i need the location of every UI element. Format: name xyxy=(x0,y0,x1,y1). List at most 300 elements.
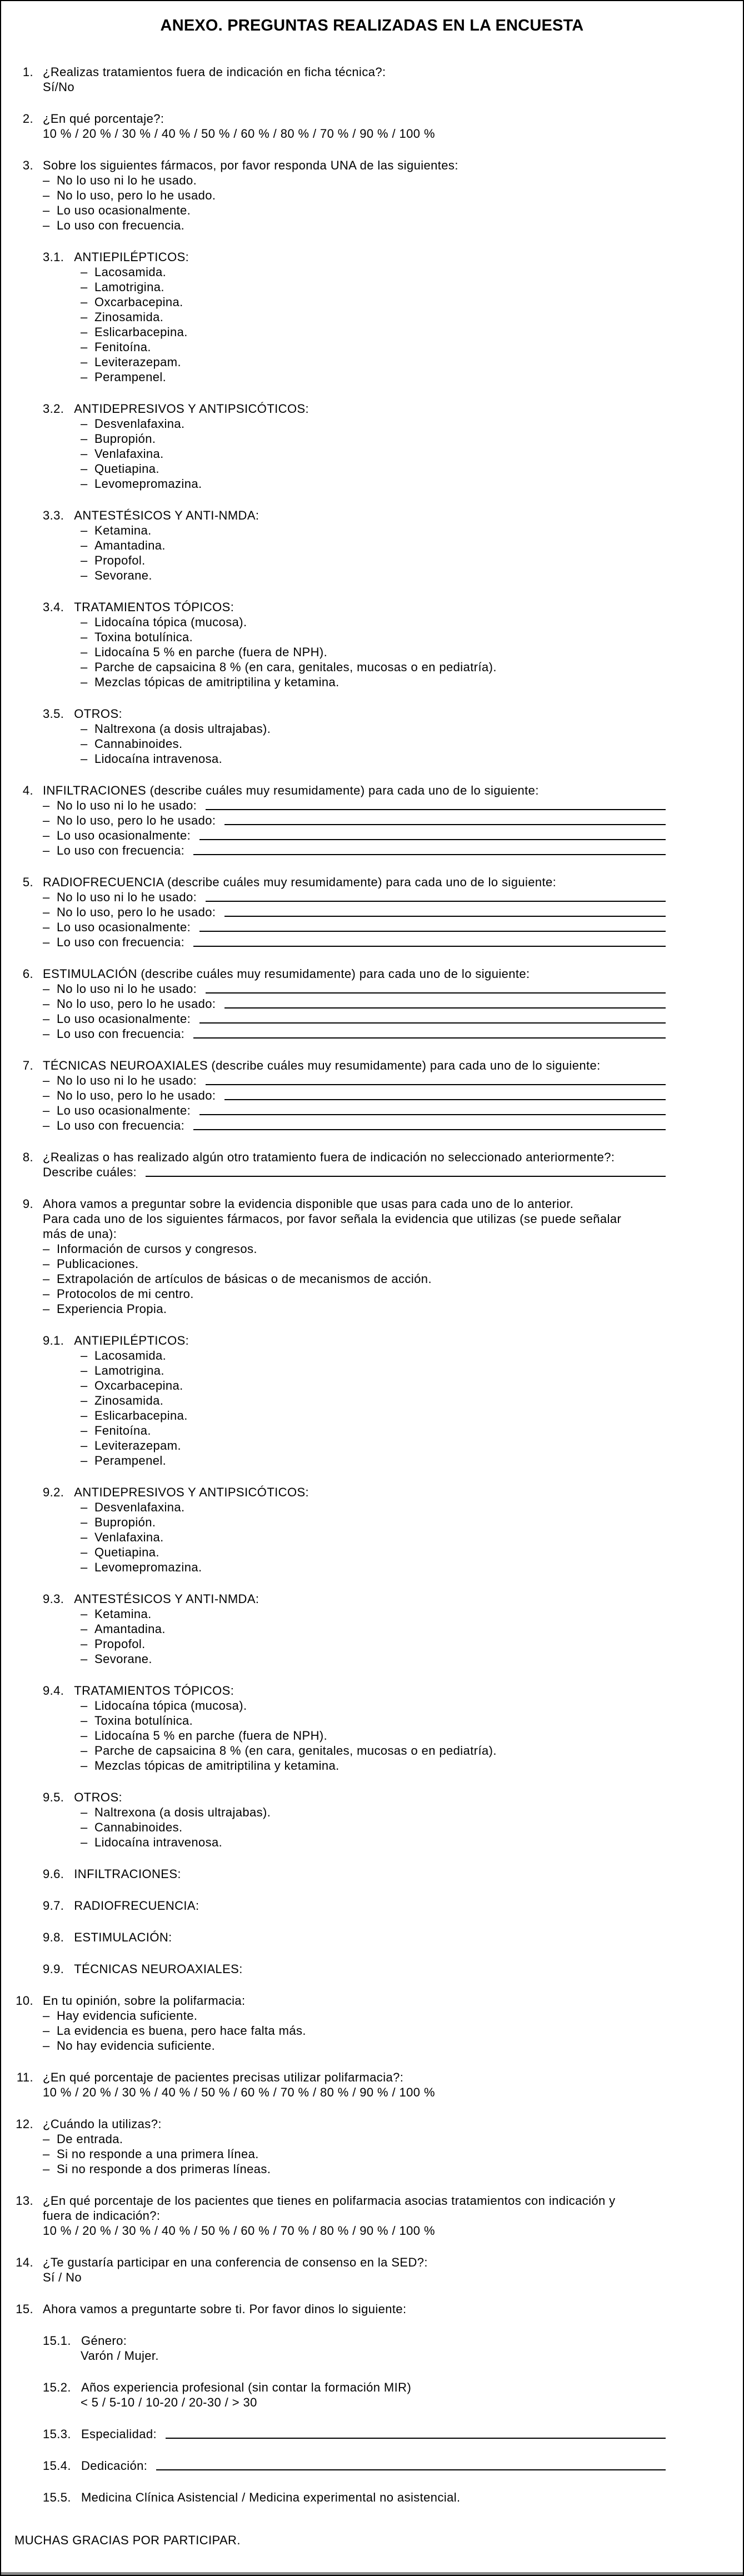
subsection-title: ESTIMULACIÓN: xyxy=(74,1930,172,1944)
blank-line xyxy=(224,824,666,825)
dash-icon: – xyxy=(81,675,88,689)
list-item-text: Zinosamida. xyxy=(94,310,164,324)
blank-line xyxy=(199,1114,666,1115)
page-title: ANEXO. PREGUNTAS REALIZADAS EN LA ENCUESTA xyxy=(160,17,584,34)
dash-icon: – xyxy=(43,997,50,1011)
subsection-3-2 xyxy=(1,401,721,491)
dash-icon: – xyxy=(43,1012,50,1026)
fill-in-label: Lo uso ocasionalmente: xyxy=(57,1104,191,1117)
subsection-9-8 xyxy=(1,1930,721,1945)
list-item xyxy=(81,1698,721,1713)
list-item-text: Naltrexona (a dosis ultrajabas). xyxy=(94,722,271,736)
blank-line xyxy=(206,992,666,994)
blank-line xyxy=(199,839,666,840)
dash-icon: – xyxy=(43,982,50,996)
subsection-number: 3.2. xyxy=(43,402,64,416)
list-item xyxy=(43,2131,721,2146)
list-item-text: Lamotrigina. xyxy=(94,1364,164,1377)
subsection-15-3 xyxy=(1,2427,721,2442)
question-5 xyxy=(1,875,721,950)
blank-line xyxy=(224,1007,666,1009)
question-text: ¿Realizas o has realizado algún otro tratamiento fuera de indicación no seleccionado anteriormente?: xyxy=(43,1150,615,1164)
fill-in-label: No lo uso ni lo he usado: xyxy=(57,982,197,996)
dash-icon: – xyxy=(43,1104,50,1117)
fill-in-label: Lo uso ocasionalmente: xyxy=(57,920,191,934)
dash-icon: – xyxy=(81,1500,88,1514)
list-item xyxy=(81,660,721,675)
question-line xyxy=(1,966,721,981)
list-item xyxy=(81,1363,721,1378)
dash-icon: – xyxy=(81,1545,88,1559)
question-number: 7. xyxy=(22,1059,33,1072)
subsection-9-2 xyxy=(1,1485,721,1575)
subsection-9-9 xyxy=(1,1961,721,1976)
question-text: ESTIMULACIÓN (describe cuáles muy resumidamente) para cada uno de lo siguiente: xyxy=(43,967,530,981)
subsection-heading xyxy=(43,1333,721,1348)
list-item-text: De entrada. xyxy=(57,2132,123,2146)
list-item-text: Lidocaína 5 % en parche (fuera de NPH). xyxy=(94,1729,328,1743)
dash-icon: – xyxy=(81,1394,88,1407)
list-item xyxy=(81,1636,721,1651)
answer-options xyxy=(81,2395,721,2410)
subsection-number: 15.1. xyxy=(43,2334,71,2348)
subsection-9-4 xyxy=(1,1683,721,1773)
dash-icon: – xyxy=(43,935,50,949)
list-item xyxy=(81,431,721,446)
fill-in-label: Lo uso con frecuencia: xyxy=(57,1027,185,1041)
list-item xyxy=(43,2038,721,2053)
question-text: ¿Te gustaría participar en una conferencia de consenso en la SED?: xyxy=(43,2255,428,2269)
question-line xyxy=(1,783,721,798)
dash-icon: – xyxy=(43,173,50,187)
subsection-number: 9.1. xyxy=(43,1334,64,1347)
list-item-text: Eslicarbacepina. xyxy=(94,1409,188,1422)
dash-icon: – xyxy=(81,295,88,309)
fill-in-label: No lo uso ni lo he usado: xyxy=(57,798,197,812)
list-item-text: Amantadina. xyxy=(94,538,166,552)
fill-in-row xyxy=(43,1165,721,1180)
question-text: ¿Realizas tratamientos fuera de indicación en ficha técnica?: xyxy=(43,65,386,79)
list-item-text: Lidocaína tópica (mucosa). xyxy=(94,615,247,629)
subsection-number: 3.5. xyxy=(43,707,64,721)
list-item xyxy=(81,1393,721,1408)
dash-icon: – xyxy=(81,1409,88,1422)
dash-icon: – xyxy=(81,1439,88,1452)
subsection-title: Medicina Clínica Asistencial / Medicina experimental no asistencial. xyxy=(81,2490,461,2504)
subsection-heading xyxy=(43,508,721,523)
question-line xyxy=(1,111,721,126)
fill-in-label: Lo uso ocasionalmente: xyxy=(57,828,191,842)
list-item-text: Toxina botulínica. xyxy=(94,1714,193,1728)
fill-in-label: No lo uso, pero lo he usado: xyxy=(57,997,216,1011)
question-number: 10. xyxy=(16,1994,33,2008)
question-text: Sobre los siguientes fármacos, por favor responda UNA de las siguientes: xyxy=(43,158,458,172)
dash-icon: – xyxy=(43,218,50,232)
dash-icon: – xyxy=(81,538,88,552)
subsection-number: 9.3. xyxy=(43,1592,64,1606)
subsection-heading xyxy=(43,249,721,264)
question-13 xyxy=(1,2193,721,2238)
list-item-text: Ketamina. xyxy=(94,523,152,537)
list-item xyxy=(81,1453,721,1468)
list-item xyxy=(43,188,721,203)
list-item xyxy=(81,630,721,645)
subsection-9-7 xyxy=(1,1898,721,1913)
question-1 xyxy=(1,64,721,94)
list-item xyxy=(81,1545,721,1560)
question-number: 12. xyxy=(16,2117,33,2131)
dash-icon: – xyxy=(81,1364,88,1377)
list-item xyxy=(81,1805,721,1820)
blank-line xyxy=(224,1099,666,1100)
list-item xyxy=(43,2023,721,2038)
question-11 xyxy=(1,2070,721,2100)
question-text-line: ¿En qué porcentaje de los pacientes que tienes en polifarmacia asocias tratamientos con indicación y xyxy=(43,2194,616,2208)
fill-in-label: Lo uso con frecuencia: xyxy=(57,935,185,949)
dash-icon: – xyxy=(43,905,50,919)
blank-line xyxy=(146,1176,666,1177)
list-item xyxy=(43,1256,721,1271)
dash-icon: – xyxy=(81,1699,88,1713)
list-item xyxy=(81,1530,721,1545)
question-number: 3. xyxy=(22,158,33,172)
list-item xyxy=(43,1301,721,1316)
list-item xyxy=(81,1835,721,1850)
dash-icon: – xyxy=(43,2039,50,2053)
question-line xyxy=(1,1150,721,1165)
dash-icon: – xyxy=(43,798,50,812)
list-item xyxy=(81,1500,721,1515)
list-item xyxy=(81,675,721,690)
fill-in-label: No lo uso ni lo he usado: xyxy=(57,890,197,904)
fill-in-label: Lo uso con frecuencia: xyxy=(57,1119,185,1132)
dash-icon: – xyxy=(81,553,88,567)
subsection-title: ANTESTÉSICOS Y ANTI-NMDA: xyxy=(74,508,259,522)
list-item-text: Zinosamida. xyxy=(94,1394,164,1407)
dash-icon: – xyxy=(43,2009,50,2023)
dash-icon: – xyxy=(81,1637,88,1651)
dash-icon: – xyxy=(81,355,88,369)
subsection-title: TRATAMIENTOS TÓPICOS: xyxy=(74,600,234,614)
blank-line xyxy=(199,931,666,932)
fill-in-label: Lo uso con frecuencia: xyxy=(57,843,185,857)
list-item xyxy=(43,2008,721,2023)
dash-icon: – xyxy=(81,1515,88,1529)
question-6 xyxy=(1,966,721,1041)
dash-icon: – xyxy=(43,2162,50,2176)
answer-options: Sí / No xyxy=(43,2270,82,2284)
dash-icon: – xyxy=(43,1257,50,1271)
question-line xyxy=(1,2116,721,2131)
list-item xyxy=(81,736,721,751)
list-item xyxy=(81,370,721,385)
subsection-9-3 xyxy=(1,1591,721,1666)
list-item-text: Perampenel. xyxy=(94,1454,167,1467)
subsection-heading xyxy=(43,1866,721,1881)
list-item xyxy=(81,325,721,340)
list-item xyxy=(81,1348,721,1363)
list-item-text: Protocolos de mi centro. xyxy=(57,1287,194,1301)
list-item xyxy=(43,1286,721,1301)
list-item xyxy=(81,523,721,538)
list-item-text: Cannabinoides. xyxy=(94,1820,183,1834)
list-item xyxy=(81,264,721,279)
dash-icon: – xyxy=(81,660,88,674)
dash-icon: – xyxy=(81,1349,88,1362)
question-line xyxy=(1,1993,721,2008)
list-item-text: Parche de capsaicina 8 % (en cara, genitales, mucosas o en pediatría). xyxy=(94,660,497,674)
list-item-text: No hay evidencia suficiente. xyxy=(57,2039,216,2053)
question-line xyxy=(1,158,721,173)
question-number: 5. xyxy=(22,875,33,889)
dash-icon: – xyxy=(81,1652,88,1666)
list-item-text: Propofol. xyxy=(94,1637,146,1651)
list-item-text: Lidocaína 5 % en parche (fuera de NPH). xyxy=(94,645,328,659)
dash-icon: – xyxy=(81,370,88,384)
list-item xyxy=(43,203,721,218)
subsection-number: 9.8. xyxy=(43,1930,64,1944)
dash-icon: – xyxy=(81,1820,88,1834)
list-item xyxy=(81,416,721,431)
dash-icon: – xyxy=(81,1622,88,1636)
list-item-text: Hay evidencia suficiente. xyxy=(57,2009,198,2023)
subsection-number: 9.6. xyxy=(43,1867,64,1881)
subsection-heading xyxy=(43,600,721,615)
fill-in-row xyxy=(43,1103,721,1118)
answer-options xyxy=(81,2348,721,2363)
dash-icon: – xyxy=(81,325,88,339)
list-item-text: Perampenel. xyxy=(94,370,167,384)
list-item xyxy=(81,538,721,553)
question-line xyxy=(1,2193,721,2223)
list-item xyxy=(43,2146,721,2161)
dash-icon: – xyxy=(81,462,88,476)
list-item-text: Lacosamida. xyxy=(94,1349,167,1362)
blank-line xyxy=(193,1037,666,1039)
subsection-3-1 xyxy=(1,249,721,385)
subsection-title: RADIOFRECUENCIA: xyxy=(74,1899,199,1913)
list-item xyxy=(81,279,721,294)
blank-line xyxy=(206,1084,666,1085)
dash-icon: – xyxy=(81,1560,88,1574)
fill-in-row xyxy=(43,2427,721,2442)
list-item xyxy=(43,173,721,188)
list-item xyxy=(81,309,721,325)
list-item xyxy=(81,1713,721,1728)
list-item-text: No lo uso ni lo he usado. xyxy=(57,173,197,187)
fill-in-row xyxy=(43,1088,721,1103)
list-item xyxy=(81,1621,721,1636)
page-bottom-edge xyxy=(1,2572,743,2575)
fill-in-row xyxy=(43,920,721,935)
subsection-number: 9.4. xyxy=(43,1684,64,1698)
list-item-text: Oxcarbacepina. xyxy=(94,295,183,309)
list-item-text: La evidencia es buena, pero hace falta más. xyxy=(57,2024,306,2038)
list-item xyxy=(43,2161,721,2176)
question-number: 2. xyxy=(22,112,33,126)
list-item-text: Mezclas tópicas de amitriptilina y ketamina. xyxy=(94,675,339,689)
dash-icon: – xyxy=(81,340,88,354)
question-text: ¿Cuándo la utilizas?: xyxy=(43,2117,162,2131)
subsection-15-5 xyxy=(1,2490,721,2505)
subsection-heading xyxy=(43,1683,721,1698)
list-item-text: Amantadina. xyxy=(94,1622,166,1636)
dash-icon: – xyxy=(81,1530,88,1544)
answer-options-text: < 5 / 5-10 / 10-20 / 20-30 / > 30 xyxy=(81,2395,257,2409)
subsection-3-4 xyxy=(1,600,721,690)
dash-icon: – xyxy=(43,1119,50,1132)
list-item-text: Eslicarbacepina. xyxy=(94,325,188,339)
dash-icon: – xyxy=(81,523,88,537)
blank-line xyxy=(166,2438,666,2439)
list-item xyxy=(81,721,721,736)
list-item xyxy=(81,751,721,766)
question-text-line: fuera de indicación?: xyxy=(43,2209,161,2223)
list-item xyxy=(81,1560,721,1575)
list-item-text: Sevorane. xyxy=(94,1652,152,1666)
question-3 xyxy=(1,158,721,233)
dash-icon: – xyxy=(43,1027,50,1041)
question-text: Ahora vamos a preguntarte sobre ti. Por favor dinos lo siguiente: xyxy=(43,2302,407,2316)
question-9 xyxy=(1,1196,721,1316)
subsection-title: ANTIDEPRESIVOS Y ANTIPSICÓTICOS: xyxy=(74,402,309,416)
question-text-line: Ahora vamos a preguntar sobre la evidencia disponible que usas para cada uno de lo anterior. xyxy=(43,1197,574,1211)
dash-icon: – xyxy=(81,280,88,294)
subsection-title: OTROS: xyxy=(74,1790,123,1804)
list-item xyxy=(81,568,721,583)
question-line xyxy=(1,2302,721,2317)
list-item-text: Fenitoína. xyxy=(94,340,151,354)
question-number: 9. xyxy=(22,1197,33,1211)
list-item xyxy=(81,476,721,491)
fill-in-row xyxy=(43,798,721,813)
dash-icon: – xyxy=(43,2024,50,2038)
list-item-text: Bupropión. xyxy=(94,432,156,446)
list-item-text: Lamotrigina. xyxy=(94,280,164,294)
list-item xyxy=(81,1758,721,1773)
fill-in-row xyxy=(43,905,721,920)
dash-icon: – xyxy=(81,645,88,659)
list-item-text: No lo uso, pero lo he usado. xyxy=(57,188,216,202)
list-item xyxy=(81,1743,721,1758)
question-8 xyxy=(1,1150,721,1180)
dash-icon: – xyxy=(81,1379,88,1392)
subsection-heading xyxy=(43,1930,721,1945)
question-text: ¿En qué porcentaje?: xyxy=(43,112,164,126)
question-number: 6. xyxy=(22,967,33,981)
question-text: INFILTRACIONES (describe cuáles muy resumidamente) para cada uno de lo siguiente: xyxy=(43,783,539,797)
list-item xyxy=(81,294,721,309)
dash-icon: – xyxy=(81,447,88,461)
list-item xyxy=(43,1241,721,1256)
subsection-title: ANTIEPILÉPTICOS: xyxy=(74,250,189,264)
dash-icon: – xyxy=(81,265,88,279)
subsection-9-1 xyxy=(1,1333,721,1468)
list-item-text: Lo uso ocasionalmente. xyxy=(57,203,191,217)
subsection-9-6 xyxy=(1,1866,721,1881)
question-line xyxy=(1,1196,721,1241)
subsection-title: Años experiencia profesional (sin contar la formación MIR) xyxy=(81,2380,412,2394)
list-item-text: Propofol. xyxy=(94,553,146,567)
fill-in-row xyxy=(43,1118,721,1133)
question-2 xyxy=(1,111,721,141)
subsection-number: 15.4. xyxy=(43,2459,71,2473)
subsection-number: 9.7. xyxy=(43,1899,64,1913)
subsection-9-5 xyxy=(1,1790,721,1850)
dash-icon: – xyxy=(81,630,88,644)
list-item-text: Desvenlafaxina. xyxy=(94,1500,185,1514)
question-text-line: Para cada uno de los siguientes fármacos, por favor señala la evidencia que utilizas (se puede señalar xyxy=(43,1212,622,1226)
subsection-15-1 xyxy=(1,2333,721,2363)
question-text: RADIOFRECUENCIA (describe cuáles muy resumidamente) para cada uno de lo siguiente: xyxy=(43,875,557,889)
list-item-text: Extrapolación de artículos de básicas o de mecanismos de acción. xyxy=(57,1272,432,1286)
closing-text: MUCHAS GRACIAS POR PARTICIPAR. xyxy=(14,2533,241,2547)
answer-options-text: Varón / Mujer. xyxy=(81,2349,159,2363)
dash-icon: – xyxy=(81,1424,88,1437)
question-number: 13. xyxy=(16,2194,33,2208)
subsection-number: 9.2. xyxy=(43,1485,64,1499)
list-item-text: Cannabinoides. xyxy=(94,737,183,751)
question-text xyxy=(43,1196,721,1241)
fill-in-row xyxy=(43,935,721,950)
dash-icon: – xyxy=(81,417,88,431)
dash-icon: – xyxy=(81,477,88,491)
question-line xyxy=(1,1058,721,1073)
list-item xyxy=(81,645,721,660)
subsection-number: 3.3. xyxy=(43,508,64,522)
question-line xyxy=(1,2070,721,2085)
list-item xyxy=(81,1408,721,1423)
dash-icon: – xyxy=(43,2132,50,2146)
fill-in-row xyxy=(43,828,721,843)
list-item xyxy=(81,1820,721,1835)
list-item xyxy=(81,1515,721,1530)
list-item-text: Bupropión. xyxy=(94,1515,156,1529)
dash-icon: – xyxy=(43,188,50,202)
question-15 xyxy=(1,2302,721,2317)
question-number: 15. xyxy=(16,2302,33,2316)
dash-icon: – xyxy=(43,1287,50,1301)
dash-icon: – xyxy=(43,843,50,857)
list-item xyxy=(81,1378,721,1393)
subsection-heading xyxy=(43,1485,721,1500)
list-item-text: Leviterazepam. xyxy=(94,1439,182,1452)
fill-in-row xyxy=(43,890,721,905)
list-item-text: Si no responde a dos primeras líneas. xyxy=(57,2162,271,2176)
subsection-heading xyxy=(43,1961,721,1976)
answer-options: Sí/No xyxy=(43,80,75,94)
dash-icon: – xyxy=(81,310,88,324)
subsection-15-2 xyxy=(1,2380,721,2410)
fill-in-row xyxy=(43,1011,721,1026)
list-item xyxy=(81,340,721,355)
blank-line xyxy=(206,809,666,810)
list-item-text: Publicaciones. xyxy=(57,1257,139,1271)
dash-icon: – xyxy=(43,1272,50,1286)
list-item xyxy=(81,355,721,370)
question-12 xyxy=(1,2116,721,2176)
list-item-text: Naltrexona (a dosis ultrajabas). xyxy=(94,1805,271,1819)
list-item xyxy=(81,553,721,568)
list-item-text: Levomepromazina. xyxy=(94,1560,202,1574)
dash-icon: – xyxy=(81,737,88,751)
list-item xyxy=(81,446,721,461)
subsection-title: INFILTRACIONES: xyxy=(74,1867,181,1881)
list-item-text: Leviterazepam. xyxy=(94,355,182,369)
subsection-number: 9.9. xyxy=(43,1962,64,1976)
question-text: ¿En qué porcentaje de pacientes precisas utilizar polifarmacia?: xyxy=(43,2070,404,2084)
subsection-heading xyxy=(43,2333,721,2348)
